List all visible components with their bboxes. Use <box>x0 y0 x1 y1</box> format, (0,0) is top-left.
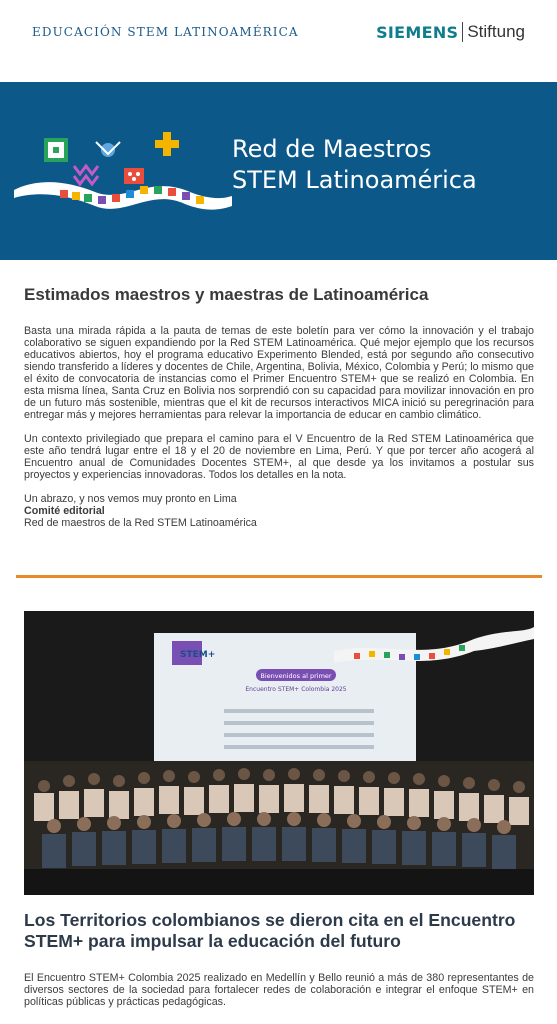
newsletter-banner <box>0 82 557 260</box>
article-section <box>24 910 534 1020</box>
photo-illustration <box>24 611 534 895</box>
section-divider <box>16 575 542 578</box>
screen-banner: Bienvenidos al primer <box>260 672 332 680</box>
intro-paragraph-2: Un contexto privilegiado que prepara el camino para el V Encuentro de la Red STEM Latinoamérica que este año tendrá lugar entre el 18 y el 20 de noviembre en Lima, Perú. Y que por tercer año acogerá al Encuentro anual de Comunidades Docentes STEM+, al que desde ya los invitamos a postular sus proyectos y experiencias innovadoras. Todos los detalles en la nota. <box>24 433 534 481</box>
signature-org: Red de maestros de la Red STEM Latinoamérica <box>24 517 257 529</box>
closing-line: Un abrazo, y nos vemos muy pronto en Lima <box>24 493 237 505</box>
banner-title <box>232 134 477 196</box>
header <box>0 0 557 82</box>
intro-signoff <box>24 493 534 529</box>
banner-title-line1: Red de Maestros <box>232 135 432 163</box>
event-group-photo[interactable] <box>24 611 534 895</box>
brand-siemens: SIEMENS <box>376 22 459 42</box>
brand-separator <box>462 22 463 42</box>
intro-paragraph-1: Basta una mirada rápida a la pauta de temas de este boletín para ver cómo la innovación y el trabajo colaborativo se siguen expandiendo por la Red STEM Latinoamérica. Qué mejor ejemplo que los recursos educativos abiertos, hoy el programa educativo Experimento Blended, está por segundo año consecutivo siendo transferido a líderes y docentes de Chile, Argentina, Bolivia, México, Colombia y Perú; lo mismo que el éxito de convocatoria de instancias como el Primer Encuentro STEM+ que se realizó en Colombia. En esta misma línea, Santa Cruz en Bolivia nos sorprendió con su capacidad para movilizar innovación en pro de un futuro más sostenible, mientras que el kit de recursos interactivos MICA inició su peregrinación para entregar más y mejores herramientas para relevar la importancia de educar en cambio climático. <box>24 325 534 421</box>
signature-name: Comité editorial <box>24 505 105 517</box>
banner-title-line2: STEM Latinoamérica <box>232 166 477 194</box>
screen-banner-2: Encuentro STEM+ Colombia 2025 <box>245 686 347 693</box>
screen-logo: STEM+ <box>180 650 216 660</box>
banner-decorative-art <box>0 82 232 260</box>
brand-stiftung: Stiftung <box>467 22 525 41</box>
intro-section <box>24 285 534 529</box>
intro-heading: Estimados maestros y maestras de Latinoamérica <box>24 285 429 304</box>
article-paragraph: El Encuentro STEM+ Colombia 2025 realizado en Medellín y Bello reunió a más de 380 representantes de diversos sectores de la sociedad para fortalecer redes de colaboración e integrar el enfoque STEM+ en políticas públicas y prácticas pedagógicas. <box>24 972 534 1008</box>
article-heading[interactable]: Los Territorios colombianos se dieron cita en el Encuentro STEM+ para impulsar la educación del futuro <box>24 910 516 951</box>
header-program-label: EDUCACIÓN STEM LATINOAMÉRICA <box>32 25 299 39</box>
siemens-stiftung-logo[interactable] <box>376 22 525 42</box>
